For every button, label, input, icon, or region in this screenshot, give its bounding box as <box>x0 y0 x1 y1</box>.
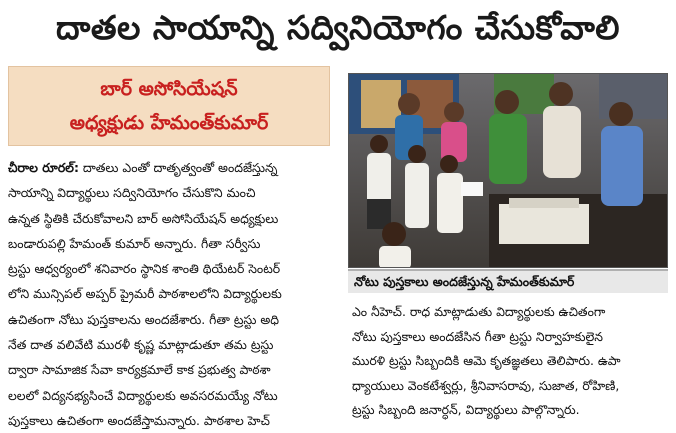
article-column-right <box>352 300 668 423</box>
headline: దాతల సాయాన్ని సద్వినియోగం చేసుకోవాలి <box>56 7 620 47</box>
article-line: నోటు పుస్తకాలు అందజేసిన గీతా ట్రస్టు నిర్వాహకులైన <box>352 328 603 344</box>
article-line: లలలో విద్యనభ్యసించే విద్యార్థులకు అవసరమయ్యే నోటు <box>8 387 278 403</box>
article-line: ద్వారా సామాజిక సేవా కార్యక్రమాలే కాక ప్రభుత్వ పాఠశా <box>8 362 271 378</box>
article-line <box>8 155 338 180</box>
article-line: సాయాన్ని విద్యార్థులు సద్వినియోగం చేసుకొని మంచి <box>8 185 256 201</box>
photo-caption: నోటు పుస్తకాలు అందజేస్తున్న హేమంత్‌కుమార్ <box>348 269 668 293</box>
article-line: నేత దాత వలివేటి మురళీ కృష్ణ మాట్లాడుతూ తమ ట్రస్టు <box>8 337 274 353</box>
article-line: ఉచితంగా నోటు పుస్తకాలను అందజేశారు. గీతా ట్రస్టు అధి <box>8 311 279 327</box>
article-line: పుస్తకాలు ఉచితంగా అందజేస్తామన్నారు. పాఠశాల హెచ్ <box>8 412 270 428</box>
dateline: చీరాల రూరల్: <box>8 160 79 175</box>
article-line: ట్రస్టు సిబ్బంది జనార్ధన్, విద్యార్థులు పాల్గొన్నారు. <box>352 402 580 417</box>
subheadline-line-1: బార్ అసోసియేషన్ <box>100 78 238 100</box>
news-photo-illustration <box>349 74 668 268</box>
article-line: బండారుపల్లి హేమంత్ కుమార్ అన్నారు. గీతా సర్వీసు <box>8 235 261 251</box>
article-line: ధ్యాయులు వెంకటేశ్వర్లు, శ్రీనివాసరావు, సుజాత, రోహిణి, <box>352 377 620 393</box>
subheadline-line-2: అధ్యక్షుడు హేమంత్‌కుమార్ <box>69 112 269 134</box>
subheadline-box <box>8 66 330 146</box>
article-line: లోని మున్సిపల్ అప్పర్ ప్రైమరీ పాఠశాలలోని విద్యార్థులకు <box>8 286 282 302</box>
article-line: ఎం నీహెచ్. రాధ మాట్లాడుతు విద్యార్థులకు ఉచితంగా <box>352 304 606 319</box>
news-photo <box>348 73 668 268</box>
article-column-left <box>8 155 338 433</box>
article-line-text: దాతలు ఎంతో దాతృత్వంతో అందజేస్తున్న <box>82 160 278 175</box>
article-line: ట్రస్టు ఆధ్వర్యంలో శనివారం స్థానిక శాంతి థియేటర్ సెంటర్ <box>8 261 281 277</box>
article-line: ఉన్నత స్థితికి చేరుకోవాలని బార్ అసోసియేషన్ అధ్యక్షులు <box>8 210 279 226</box>
article-line: మురళి ట్రస్టు సిబ్బందికి ఆమె కృతజ్ఞతలు తెలిపారు. ఉపా <box>352 353 621 368</box>
